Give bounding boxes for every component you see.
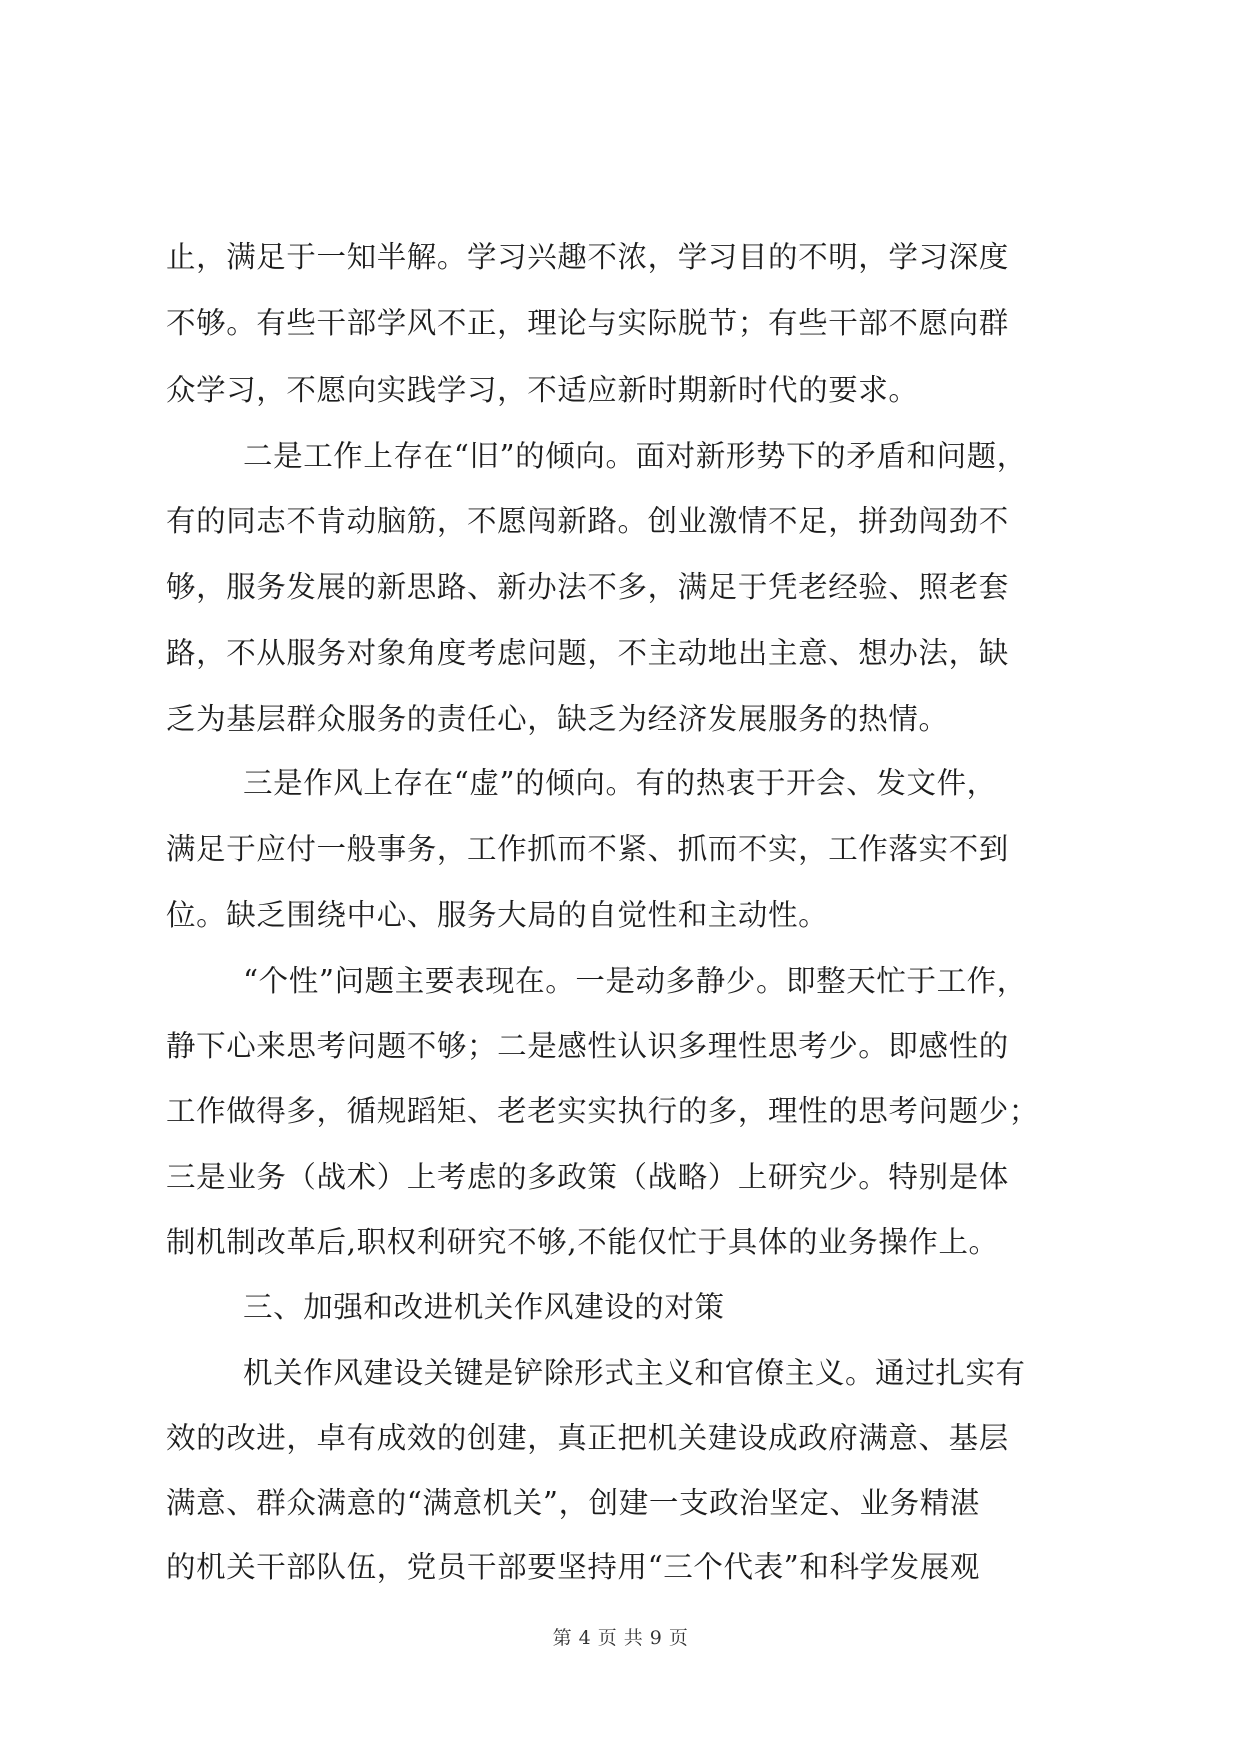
body-line: 乏为基层群众服务的责任心，缺乏为经济发展服务的热情。 (166, 702, 949, 736)
body-line: 不够。有些干部学风不正，理论与实际脱节；有些干部不愿向群 (166, 306, 1009, 340)
body-line: 满足于应付一般事务，工作抓而不紧、抓而不实，工作落实不到 (166, 832, 1009, 866)
body-line: 够，服务发展的新思路、新办法不多，满足于凭老经验、照老套 (166, 570, 1009, 604)
body-line: 的机关干部队伍，党员干部要坚持用“三个代表”和科学发展观 (166, 1550, 980, 1584)
body-line: 三是业务（战术）上考虑的多政策（战略）上研究少。特别是体 (166, 1160, 1009, 1194)
body-line: 工作做得多，循规蹈矩、老老实实执行的多，理性的思考问题少； (166, 1094, 1039, 1128)
body-line: 满意、群众满意的“满意机关”，创建一支政治坚定、业务精湛 (166, 1486, 980, 1520)
body-line: 路，不从服务对象角度考虑问题，不主动地出主意、想办法，缺 (166, 636, 1009, 670)
body-line: 效的改进，卓有成效的创建，真正把机关建设成政府满意、基层 (166, 1421, 1009, 1455)
section-heading: 三、加强和改进机关作风建设的对策 (243, 1290, 725, 1324)
paragraph-first-line: 二是工作上存在“旧”的倾向。面对新形势下的矛盾和问题， (243, 439, 1027, 473)
body-line: 位。缺乏围绕中心、服务大局的自觉性和主动性。 (166, 898, 829, 932)
body-line: 止，满足于一知半解。学习兴趣不浓，学习目的不明，学习深度 (166, 240, 1009, 274)
body-line: 制机制改革后,职权利研究不够,不能仅忙于具体的业务操作上。 (166, 1225, 999, 1259)
paragraph-first-line: “个性”问题主要表现在。一是动多静少。即整天忙于工作， (243, 964, 1027, 998)
body-line: 有的同志不肯动脑筋，不愿闯新路。创业激情不足，拼劲闯劲不 (166, 504, 1009, 538)
body-line: 众学习，不愿向实践学习，不适应新时期新时代的要求。 (166, 373, 919, 407)
paragraph-first-line: 三是作风上存在“虚”的倾向。有的热衷于开会、发文件， (243, 766, 997, 800)
paragraph-first-line: 机关作风建设关键是铲除形式主义和官僚主义。通过扎实有 (243, 1356, 1026, 1390)
body-line: 静下心来思考问题不够；二是感性认识多理性思考少。即感性的 (166, 1029, 1009, 1063)
page-number-footer: 第 4 页 共 9 页 (552, 1627, 689, 1649)
